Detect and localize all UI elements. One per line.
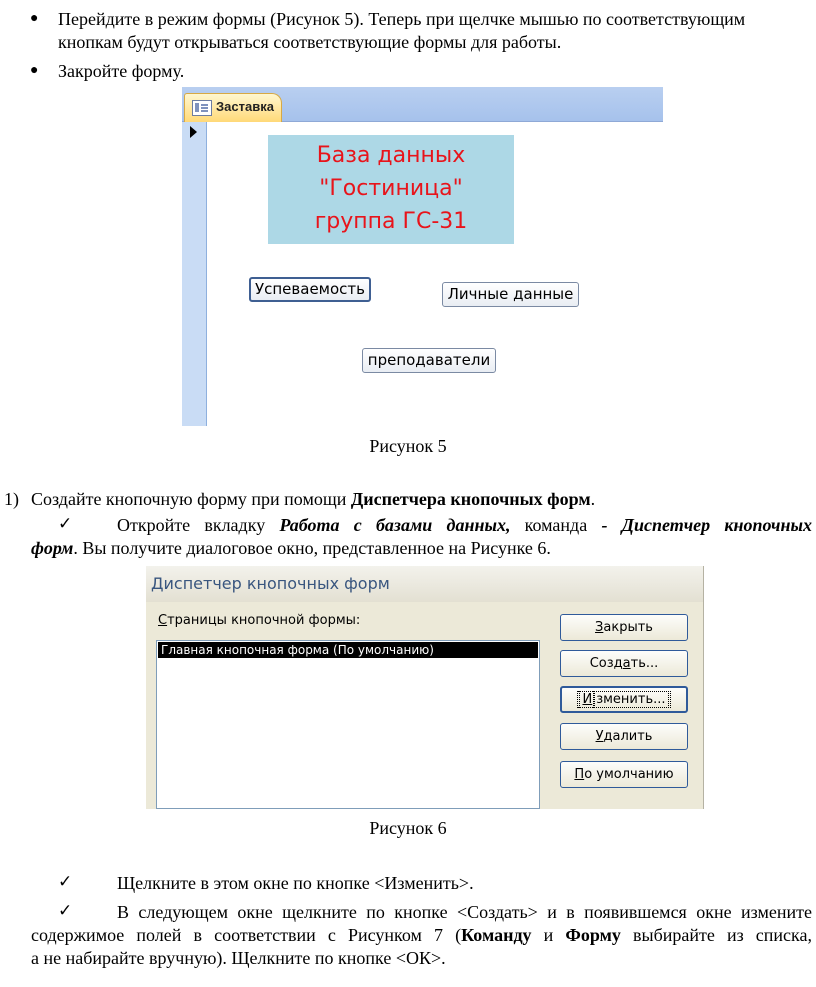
teachers-button[interactable]: преподаватели xyxy=(362,348,496,373)
check-icon: ✓ xyxy=(58,901,73,921)
db-title-line-3: группа ГС-31 xyxy=(314,209,468,234)
dialog-title: Диспетчер кнопочных форм xyxy=(151,574,390,593)
figure-5-access-form xyxy=(182,87,663,426)
record-arrow-icon xyxy=(190,126,197,138)
form-tab-bar xyxy=(182,87,663,122)
intro-line-1: Перейдите в режим формы (Рисунок 5). Теперь при щелчке мышью по соответствующим xyxy=(58,9,746,29)
check-3-line-2: содержимое полей в соответствии с Рисунком 7 (Команду и Форму выбирайте из списка, xyxy=(31,925,812,945)
delete-button[interactable]: Удалить xyxy=(560,723,688,750)
step-1-text: Создайте кнопочную форму при помощи Диспетчера кнопочных форм. xyxy=(31,489,596,509)
check-2-text: Щелкните в этом окне по кнопке <Изменить>. xyxy=(117,873,474,893)
pages-list-label: Страницы кнопочной формы: xyxy=(158,613,361,628)
record-selector[interactable] xyxy=(182,122,207,426)
check-3-line-3: а не набирайте вручную). Щелкните по кнопке <ОК>. xyxy=(31,948,446,968)
db-title-label xyxy=(268,135,514,244)
personal-data-button[interactable]: Личные данные xyxy=(442,282,579,307)
check-icon: ✓ xyxy=(58,514,73,534)
check-3-line-1: В следующем окне щелкните по кнопке <Создать> и в появившемся окне измените xyxy=(117,902,812,922)
db-title-line-2: "Гостиница" xyxy=(319,176,463,201)
figure-6-caption: Рисунок 6 xyxy=(369,818,447,838)
check-1-line-2: форм. Вы получите диалоговое окно, представленное на Рисунке 6. xyxy=(31,538,551,558)
db-title-line-1: База данных xyxy=(316,143,466,168)
intro-line-3: Закройте форму. xyxy=(58,61,185,81)
list-item[interactable]: Главная кнопочная форма (По умолчанию) xyxy=(158,642,538,658)
dialog-titlebar xyxy=(146,566,703,602)
create-button[interactable]: Создать... xyxy=(560,650,688,677)
switchboard-pages-list[interactable] xyxy=(156,640,540,809)
step-1-number: 1) xyxy=(4,489,19,509)
figure-5-caption: Рисунок 5 xyxy=(369,436,447,456)
intro-line-2: кнопкам будут открываться соответствующие формы для работы. xyxy=(58,32,562,52)
check-icon: ✓ xyxy=(58,872,73,892)
set-default-button[interactable]: По умолчанию xyxy=(560,761,688,788)
form-tab[interactable] xyxy=(184,93,282,122)
check-1-line-1: Откройте вкладку Работа с базами данных, команда - Диспетчер кнопочных xyxy=(117,515,812,535)
close-button[interactable]: Закрыть xyxy=(560,614,688,641)
bullet-icon: ● xyxy=(30,63,39,78)
grades-button[interactable]: Успеваемость xyxy=(249,277,371,302)
edit-button[interactable]: И зменить... xyxy=(560,686,688,713)
form-tab-label: Заставка xyxy=(216,99,274,114)
form-icon xyxy=(192,100,212,116)
bullet-icon: ● xyxy=(30,11,39,26)
figure-6-switchboard-dialog xyxy=(146,566,704,809)
